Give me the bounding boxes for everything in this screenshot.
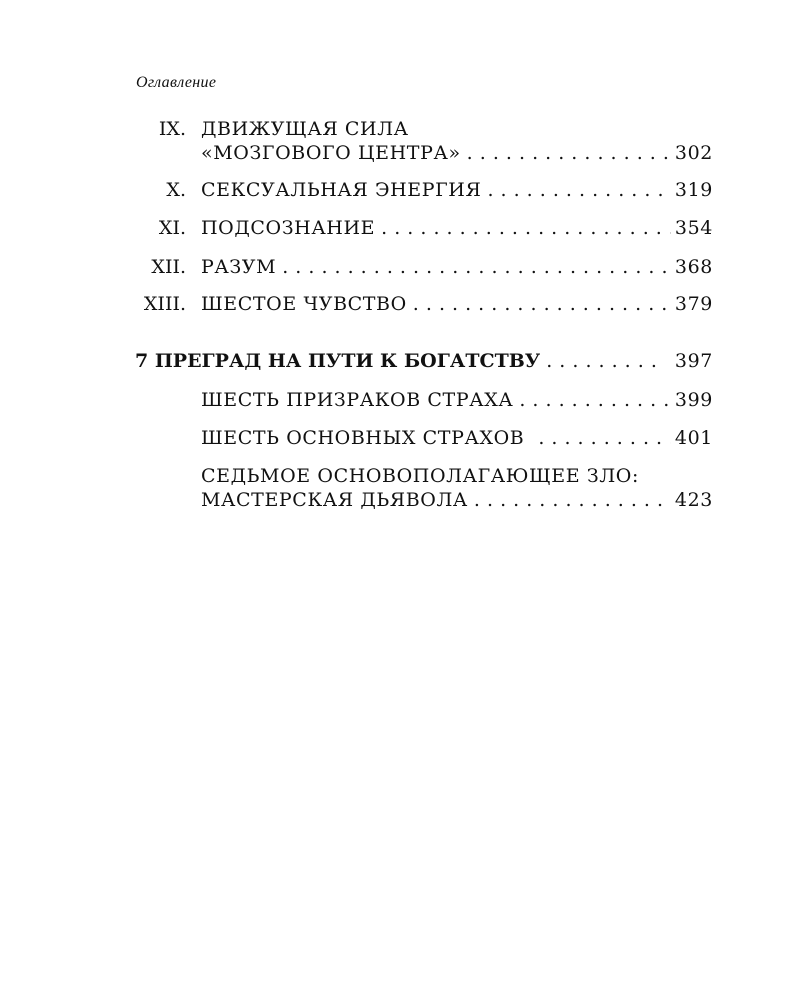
subsection-title-line: МАСТЕРСКАЯ ДЬЯВОЛА — [201, 489, 468, 511]
page-number: 397 — [674, 350, 713, 372]
dot-leader — [282, 255, 671, 279]
page-number: 399 — [674, 389, 713, 411]
dot-leader — [474, 488, 671, 512]
chapter-title-line: СЕКСУАЛЬНАЯ ЭНЕРГИЯ — [201, 179, 482, 201]
chapter-title-line: «МОЗГОВОГО ЦЕНТРА» — [201, 142, 461, 164]
dot-leader — [538, 426, 671, 450]
dot-leader — [487, 178, 670, 202]
dot-leader — [467, 141, 671, 165]
dot-leader — [519, 388, 671, 412]
subsection-title-line: ШЕСТЬ ПРИЗРАКОВ СТРАХА — [201, 389, 514, 411]
page-number: 401 — [674, 427, 713, 449]
running-head: Оглавление — [136, 74, 217, 91]
section-title: 7 ПРЕГРАД НА ПУТИ К БОГАТСТВУ — [135, 350, 541, 372]
page-number: 319 — [674, 179, 713, 201]
page-number: 368 — [674, 256, 713, 278]
page-number: 423 — [674, 489, 713, 511]
chapter-number: IX. — [158, 118, 186, 140]
chapter-number: X. — [166, 179, 186, 201]
dot-leader — [413, 292, 671, 316]
subsection-title-line: СЕДЬМОЕ ОСНОВОПОЛАГАЮЩЕЕ ЗЛО: — [201, 465, 639, 487]
page-number: 302 — [674, 142, 713, 164]
page-number: 379 — [674, 293, 713, 315]
chapter-title-line: ПОДСОЗНАНИЕ — [201, 217, 376, 239]
subsection-title-line: ШЕСТЬ ОСНОВНЫХ СТРАХОВ — [201, 427, 525, 449]
chapter-title-line: РАЗУМ — [201, 256, 277, 278]
chapter-number: XII. — [151, 256, 186, 278]
chapter-number: XI. — [158, 217, 186, 239]
chapter-number: XIII. — [143, 293, 186, 315]
dot-leader — [546, 349, 659, 373]
chapter-title-line: ШЕСТОЕ ЧУВСТВО — [201, 293, 407, 315]
chapter-title-line: ДВИЖУЩАЯ СИЛА — [201, 118, 409, 140]
page-number: 354 — [674, 217, 713, 239]
dot-leader — [381, 216, 671, 240]
